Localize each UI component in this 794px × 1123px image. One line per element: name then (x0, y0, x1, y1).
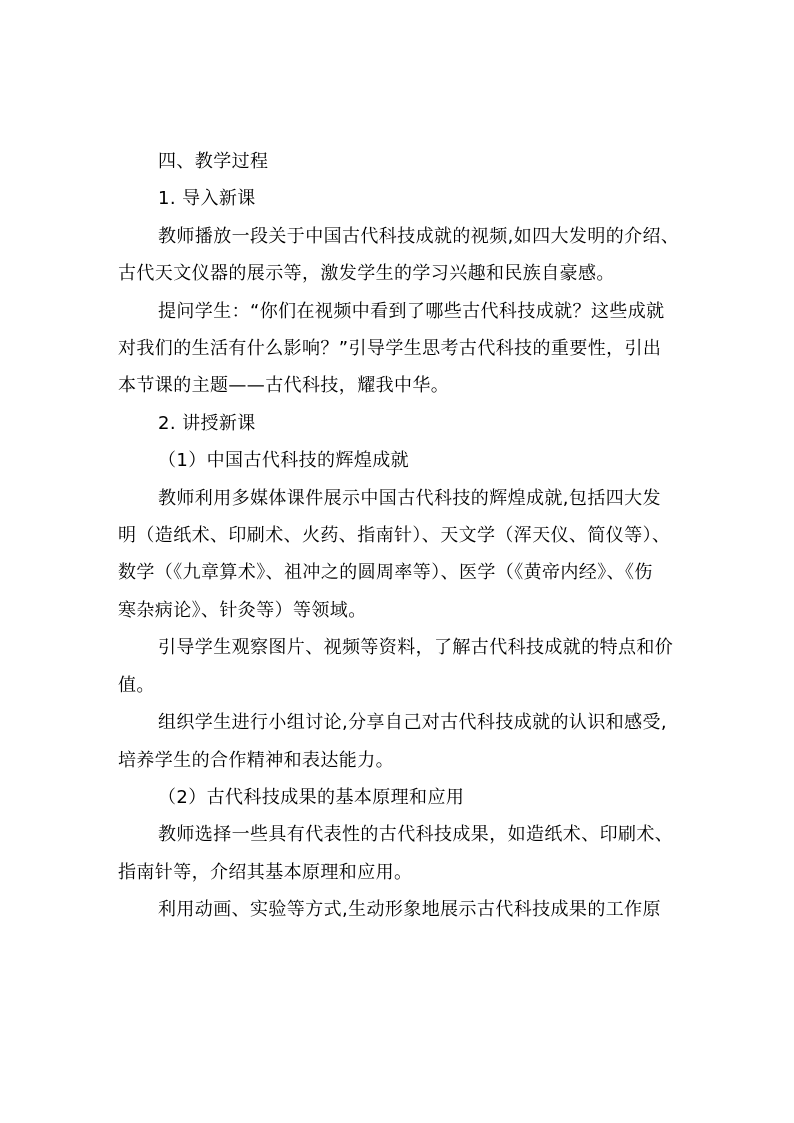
paragraph-line: 组织学生进行小组讨论,分享自己对古代科技成就的认识和感受, (158, 712, 668, 734)
paragraph-line: 对我们的生活有什么影响？”引导学生思考古代科技的重要性，引出 (118, 338, 662, 360)
paragraph-line: 教师选择一些具有代表性的古代科技成果，如造纸术、印刷术、 (158, 824, 674, 846)
subsection-heading: （2）古代科技成果的基本原理和应用 (158, 786, 465, 808)
paragraph-line: 古代天文仪器的展示等，激发学生的学习兴趣和民族自豪感。 (118, 263, 615, 285)
paragraph-line: 引导学生观察图片、视频等资料，了解古代科技成就的特点和价 (158, 637, 674, 659)
subsection-heading: （1）中国古代科技的辉煌成就 (158, 450, 410, 472)
paragraph-line: 寒杂病论》、针灸等）等领域。 (118, 599, 367, 621)
paragraph-line: 明（造纸术、印刷术、火药、指南针）、天文学（浑天仪、简仪等）、 (118, 525, 671, 547)
paragraph-line: 本节课的主题——古代科技，耀我中华。 (118, 375, 450, 397)
paragraph-line: 值。 (118, 674, 155, 696)
paragraph-line: 指南针等，介绍其基本原理和应用。 (118, 861, 413, 883)
paragraph-line: 培养学生的合作精神和表达能力。 (118, 749, 394, 771)
paragraph-line: 提问学生：“你们在视频中看到了哪些古代科技成就？这些成就 (158, 300, 665, 322)
subsection-heading: 1. 导入新课 (158, 188, 256, 210)
paragraph-line: 教师播放一段关于中国古代科技成就的视频,如四大发明的介绍、 (158, 225, 680, 247)
paragraph-line: 利用动画、实验等方式,生动形象地展示古代科技成果的工作原 (158, 899, 661, 921)
section-heading: 四、教学过程 (158, 151, 269, 172)
subsection-heading: 2. 讲授新课 (158, 412, 256, 434)
paragraph-line: 教师利用多媒体课件展示中国古代科技的辉煌成就,包括四大发 (158, 487, 661, 509)
document-body (118, 143, 683, 929)
paragraph-line: 数学（《九章算术》、祖冲之的圆周率等）、医学（《黄帝内经》、《伤 (118, 562, 653, 584)
